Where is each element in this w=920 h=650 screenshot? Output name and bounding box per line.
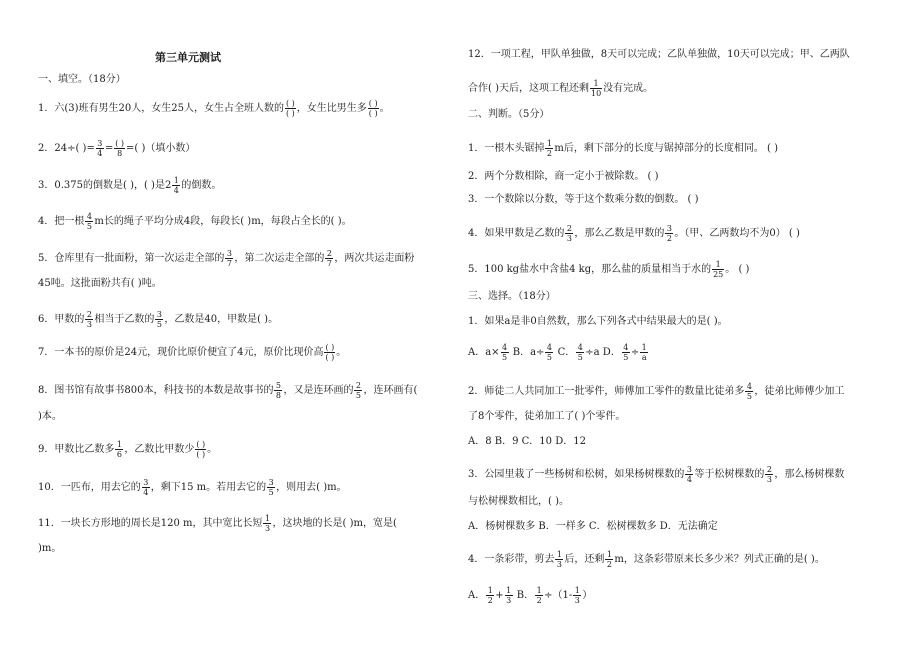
judge-3: 3．一个数除以分数，等于这个数乘分数的倒数。 ( ) xyxy=(468,194,699,205)
fraction: $\frac{1}{10}$ xyxy=(590,79,602,98)
judge-2: 2．两个分数相除，商一定小于被除数。 ( ) xyxy=(468,171,659,182)
question-10: 10．一匹布，用去它的 $\frac{3}{4}$ ，剩下15 m。若用去它的 $\frac{3}{5}$ ，则用去( )m。 xyxy=(38,478,347,497)
fraction: $\frac{( )}{( )}$ xyxy=(368,99,378,118)
fraction: $\frac{1}{2}$ xyxy=(546,139,552,158)
fraction: $\frac{1}{2}$ xyxy=(606,550,612,569)
question-1: 1．六(3)班有男生20人，女生25人，女生占全班人数的 $\frac{( )}{( )}$ ，女生比男生多 $\frac{( )}{( )}$ 。 xyxy=(38,99,390,118)
judge-1: 1．一根木头锯掉 $\frac{1}{2}$ m后，剩下部分的长度与锯掉部分的长度相同。 ( ) xyxy=(468,139,779,158)
fraction: $\frac{2}{3}$ xyxy=(566,224,572,243)
fraction: $\frac{3}{5}$ xyxy=(268,478,274,497)
question-3: 3．0.375的倒数是( )，( )是2 $\frac{1}{4}$ 的倒数。 xyxy=(38,176,222,195)
fraction: $\frac{1}{25}$ xyxy=(713,260,724,279)
fraction: $\frac{1}{4}$ xyxy=(173,176,179,195)
fraction: $\frac{1}{3}$ xyxy=(574,586,580,605)
choice-2-cont: 了8个零件，徒弟加工了( )个零件。 xyxy=(468,411,626,422)
choice-2: 2．师徒二人共同加工一批零件，师傅加工零件的数量比徒弟多 $\frac{4}{5}$ ，徒弟比师傅少加工 xyxy=(468,382,845,401)
fraction: $\frac{1}{a}$ xyxy=(641,343,647,362)
fraction: $\frac{( )}{( )}$ xyxy=(285,99,295,118)
fraction: $\frac{4}{5}$ xyxy=(546,343,552,362)
question-12: 12．一项工程，甲队单独做，8天可以完成；乙队单独做，10天可以完成；甲、乙两队 xyxy=(468,49,850,60)
choice-3: 3．公园里栽了一些杨树和松树，如果杨树棵数的 $\frac{3}{4}$ 等于松树棵数的 $\frac{2}{3}$ ，那么杨树棵数 xyxy=(468,465,845,484)
fraction: $\frac{1}{3}$ xyxy=(556,550,562,569)
judge-4: 4．如果甲数是乙数的 $\frac{2}{3}$ ，那么乙数是甲数的 $\frac{3}{2}$ 。（甲、乙两数均不为0） ( ) xyxy=(468,224,800,243)
fraction: $\frac{1}{2}$ xyxy=(536,586,542,605)
question-12-cont: 合作( )天后，这项工程还剩 $\frac{1}{10}$ 没有完成。 xyxy=(468,79,654,98)
fraction: $\frac{4}{5}$ xyxy=(502,343,508,362)
fraction: $\frac{4}{5}$ xyxy=(746,382,752,401)
fraction: $\frac{2}{3}$ xyxy=(766,465,772,484)
question-11: 11．一块长方形地的周长是120 m，其中宽比长短 $\frac{1}{3}$ ，这块地的长是( )m，宽是( xyxy=(38,514,397,533)
question-8-cont: )本。 xyxy=(38,411,62,422)
question-9: 9．甲数比乙数多 $\frac{1}{6}$ ，乙数比甲数少 $\frac{( )}{( )}$ 。 xyxy=(38,440,218,459)
fraction: $\frac{1}{2}$ xyxy=(487,586,493,605)
fraction: $\frac{4}{5}$ xyxy=(86,212,92,231)
fraction: $\frac{1}{3}$ xyxy=(264,514,271,533)
fraction: $\frac{4}{5}$ xyxy=(577,343,583,362)
fraction: $\frac{( )}{8}$ xyxy=(115,139,125,158)
choice-1: 1．如果a是非0自然数，那么下列各式中结果最大的是( )。 xyxy=(468,316,728,327)
question-5-cont: 45吨。这批面粉共有( )吨。 xyxy=(38,278,162,289)
fraction: $\frac{2}{7}$ xyxy=(326,249,332,268)
choice-4-options: A． $\frac{1}{2}$ + $\frac{1}{3}$ B． $\frac{1}{2}$ ÷（1- $\frac{1}{3}$ ） xyxy=(468,586,593,605)
fraction: $\frac{2}{3}$ xyxy=(86,310,92,329)
fraction: $\frac{3}{4}$ xyxy=(143,478,149,497)
fraction: $\frac{3}{7}$ xyxy=(226,249,232,268)
fraction: $\frac{1}{3}$ xyxy=(506,586,512,605)
choice-2-options: A．8 B．9 C．10 D．12 xyxy=(468,436,586,447)
fraction: $\frac{( )}{( )}$ xyxy=(325,343,335,362)
fraction: $\frac{3}{2}$ xyxy=(666,224,672,243)
question-7: 7．一本书的原价是24元，现价比原价便宜了4元，原价比现价高 $\frac{( )}{( )}$ 。 xyxy=(38,343,347,362)
section-choice: 三、选择。（18分） xyxy=(468,291,556,302)
choice-3-cont: 与松树棵数相比，( )。 xyxy=(468,496,569,507)
question-4: 4．把一根 $\frac{4}{5}$ m长的绳子平均分成4段，每段长( )m，每段占全长的( )。 xyxy=(38,212,352,231)
page-title: 第三单元测试 xyxy=(155,51,221,64)
fraction: $\frac{1}{6}$ xyxy=(116,440,122,459)
choice-3-options: A．杨树棵数多 B．一样多 C．松树棵数多 D．无法确定 xyxy=(468,521,718,532)
section-fill-in: 一、填空。（18分） xyxy=(38,74,126,85)
question-8: 8．图书馆有故事书800本，科技书的本数是故事书的 $\frac{5}{8}$ ，又是连环画的 $\frac{2}{5}$ ，连环画有( xyxy=(38,381,418,400)
fraction: $\frac{4}{5}$ xyxy=(623,343,629,362)
fraction: $\frac{3}{5}$ xyxy=(156,310,162,329)
question-6: 6．甲数的 $\frac{2}{3}$ 相当于乙数的 $\frac{3}{5}$ ，乙数是40，甲数是( )。 xyxy=(38,310,279,329)
fraction: $\frac{3}{4}$ xyxy=(97,139,103,158)
question-5: 5．仓库里有一批面粉，第一次运走全部的 $\frac{3}{7}$ ，第二次运走全部的 $\frac{2}{7}$ ，两次共运走面粉 xyxy=(38,249,415,268)
section-judgement: 二、判断。（5分） xyxy=(468,109,550,120)
fraction: $\frac{( )}{( )}$ xyxy=(196,440,206,459)
fraction: $\frac{2}{5}$ xyxy=(355,381,361,400)
choice-4: 4．一条彩带，剪去 $\frac{1}{3}$ 后，还剩 $\frac{1}{2}$ m，这条彩带原来长多少米？列式正确的是( )。 xyxy=(468,550,825,569)
judge-5: 5．100 kg盐水中含盐4 kg，那么盐的质量相当于水的 $\frac{1}{25}$ 。 ( ) xyxy=(468,260,750,279)
fraction: $\frac{5}{8}$ xyxy=(275,381,281,400)
fraction: $\frac{3}{4}$ xyxy=(686,465,692,484)
question-2: 2．24÷( )= $\frac{3}{4}$ = $\frac{( )}{8}$ =( )（填小数） xyxy=(38,139,196,158)
choice-1-options: A．a× $\frac{4}{5}$ B．a÷ $\frac{4}{5}$ C． $\frac{4}{5}$ ÷a D． $\frac{4}{5}$ ÷ $\frac{1}{a}$ xyxy=(468,343,647,362)
question-11-cont: )m。 xyxy=(38,543,62,554)
